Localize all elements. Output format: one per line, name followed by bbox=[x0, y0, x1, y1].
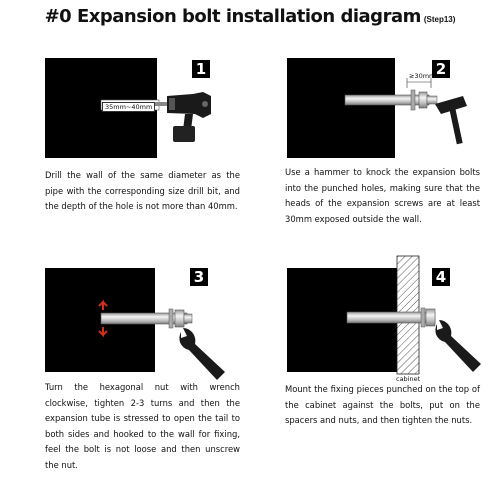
page-title: #0 Expansion bolt installation diagram bbox=[44, 6, 421, 27]
cabinet-label: cabinet bbox=[396, 375, 421, 383]
step-number: 1 bbox=[192, 60, 210, 78]
step-1-text: Drill the wall of the same diameter as the pipe with the corresponding size drill bit, and the depth of the hole is not more than 40mm. bbox=[45, 170, 240, 211]
wrench-icon bbox=[435, 320, 481, 372]
wall bbox=[287, 58, 395, 158]
step-2-text: Use a hammer to knock the expansion bolts into the punched holes, making sure that the heads of the expansion screws are at least 30mm exposed outside the wall. bbox=[285, 167, 480, 224]
hammer-icon bbox=[435, 96, 467, 144]
step-number: 2 bbox=[432, 60, 450, 78]
wrench-icon bbox=[179, 328, 225, 380]
title-row bbox=[0, 6, 500, 27]
step-number: 3 bbox=[190, 268, 208, 286]
step-number: 4 bbox=[432, 268, 450, 286]
step-4-text: Mount the fixing pieces punched on the top of the cabinet against the bolts, put on the spacers and nuts, and then tighten the nuts. bbox=[285, 384, 480, 425]
page-subtitle: (Step13) bbox=[423, 15, 456, 24]
exposed-length-label: ≥30mm bbox=[409, 72, 436, 80]
hole-depth-label: 35mm~40mm bbox=[102, 102, 155, 112]
drill-icon bbox=[153, 92, 211, 142]
step-3-text: Turn the hexagonal nut with wrench clockwise, tighten 2-3 turns and then the expansion tube is stressed to open the tail to both sides and hooked to the wall for fixing, feel the bolt is not loose and then unscrew the nut. bbox=[45, 382, 240, 470]
